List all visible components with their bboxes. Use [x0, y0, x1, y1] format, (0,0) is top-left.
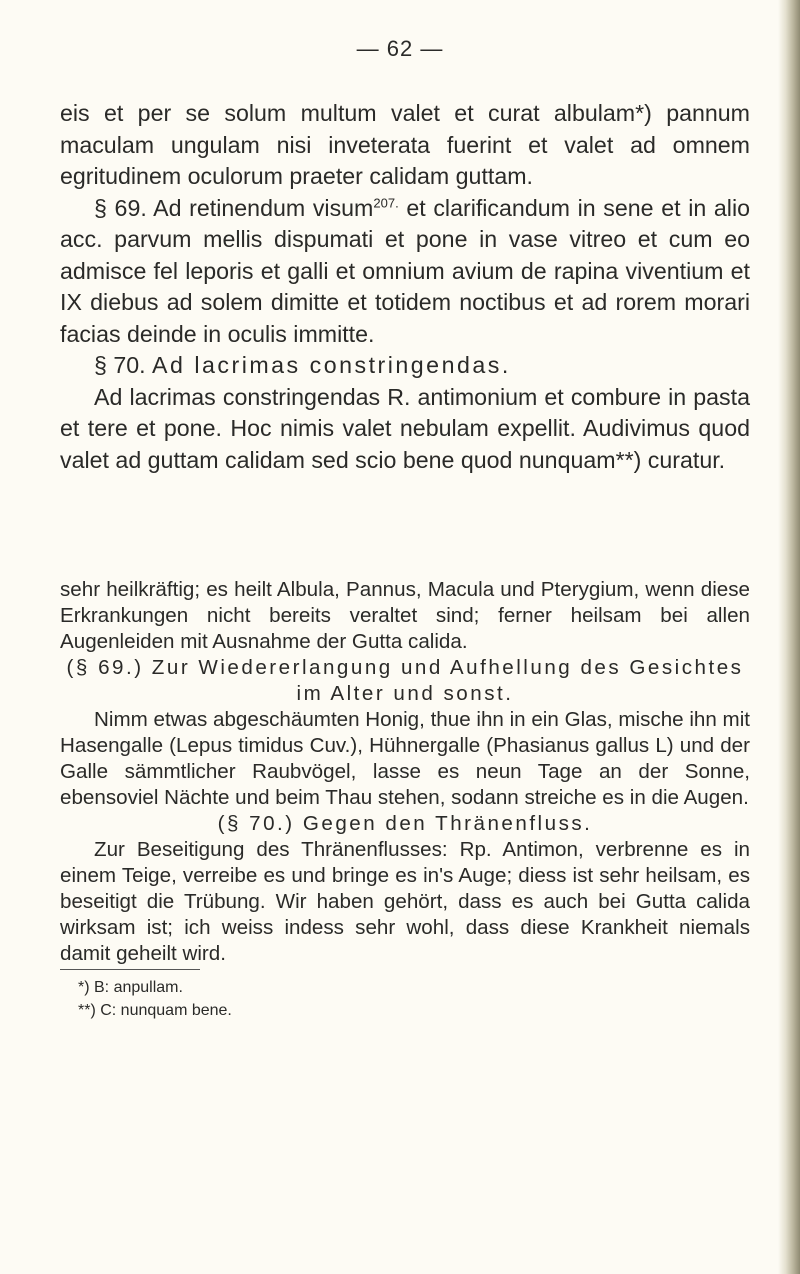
latin-69-rest: et clarificandum in sene et in alio acc. parvum mellis dispumati et pone in vase vitreo et cum eo admisce fel leporis et galli et omnium avium de rapina viventium et IX diebus ad solem dimitte et totidem noctibus et ad rorem morari facias deinde in oculis immitte. — [60, 194, 750, 347]
german-paragraph-1: sehr heilkräftig; es heilt Albula, Pannus, Macula und Pterygium, wenn diese Erkrankungen nicht bereits veraltet sind; ferner heilsam bei allen Augenleiden mit Ausnahme der Gutta calida. — [60, 578, 750, 653]
page-edge-shadow — [778, 0, 800, 1274]
latin-heading-70-title: Ad lacrimas constringendas. — [152, 352, 511, 378]
latin-heading-70 — [60, 350, 750, 382]
footnote-divider — [60, 969, 200, 970]
latin-paragraph-1: eis et per se solum multum valet et curat albulam*) pannum maculam ungulam nisi inveterata fuerint et valet ad omnem egritudinem oculorum praeter calidam guttam. — [60, 100, 750, 189]
latin-69-start: § 69. Ad retinendum visum — [94, 194, 374, 221]
latin-text — [60, 98, 750, 476]
footnote-1: *) B: anpullam. — [78, 979, 183, 996]
german-heading-69: (§ 69.) Zur Wiedererlangung und Aufhellung des Gesichtes im Alter und sonst. — [66, 656, 744, 705]
latin-heading-70-number: § 70. — [94, 352, 146, 378]
german-heading-70: (§ 70.) Gegen den Thränenfluss. — [217, 812, 593, 835]
page-number: — 62 — — [356, 36, 444, 61]
german-paragraph-69: Nimm etwas abgeschäumten Honig, thue ihn in ein Glas, mische ihn mit Hasengalle (Lepus timidus Cuv.), Hühnergalle (Phasianus gallus L) und der Galle sämmtlicher Raubvögel, lasse es neun Tage an der Sonne, ebensoviel Nächte und beim Thau stehen, sodann streiche es in die Augen. — [60, 708, 750, 809]
german-translation — [60, 577, 750, 967]
latin-paragraph-70: Ad lacrimas constringendas R. antimonium et combure in pasta et tere et pone. Hoc nimis valet nebulam expellit. Audivimus quod valet ad guttam calidam sed scio bene quod nunquam**) curatur. — [60, 383, 750, 473]
footnote-marker-207: 207. — [373, 194, 399, 210]
footnote-2: **) C: nunquam bene. — [78, 1002, 232, 1019]
footnotes — [78, 976, 232, 1022]
german-paragraph-70: Zur Beseitigung des Thränenflusses: Rp. Antimon, verbrenne es in einem Teige, verreibe es und bringe es in's Auge; diess ist sehr heilsam, es beseitigt die Trübung. Wir haben gehört, dass es auch bei Gutta calida wirksam ist; ich weiss indess sehr wohl, dass diese Krankheit niemals damit geheilt wird. — [60, 838, 750, 965]
latin-paragraph-69 — [60, 193, 750, 351]
